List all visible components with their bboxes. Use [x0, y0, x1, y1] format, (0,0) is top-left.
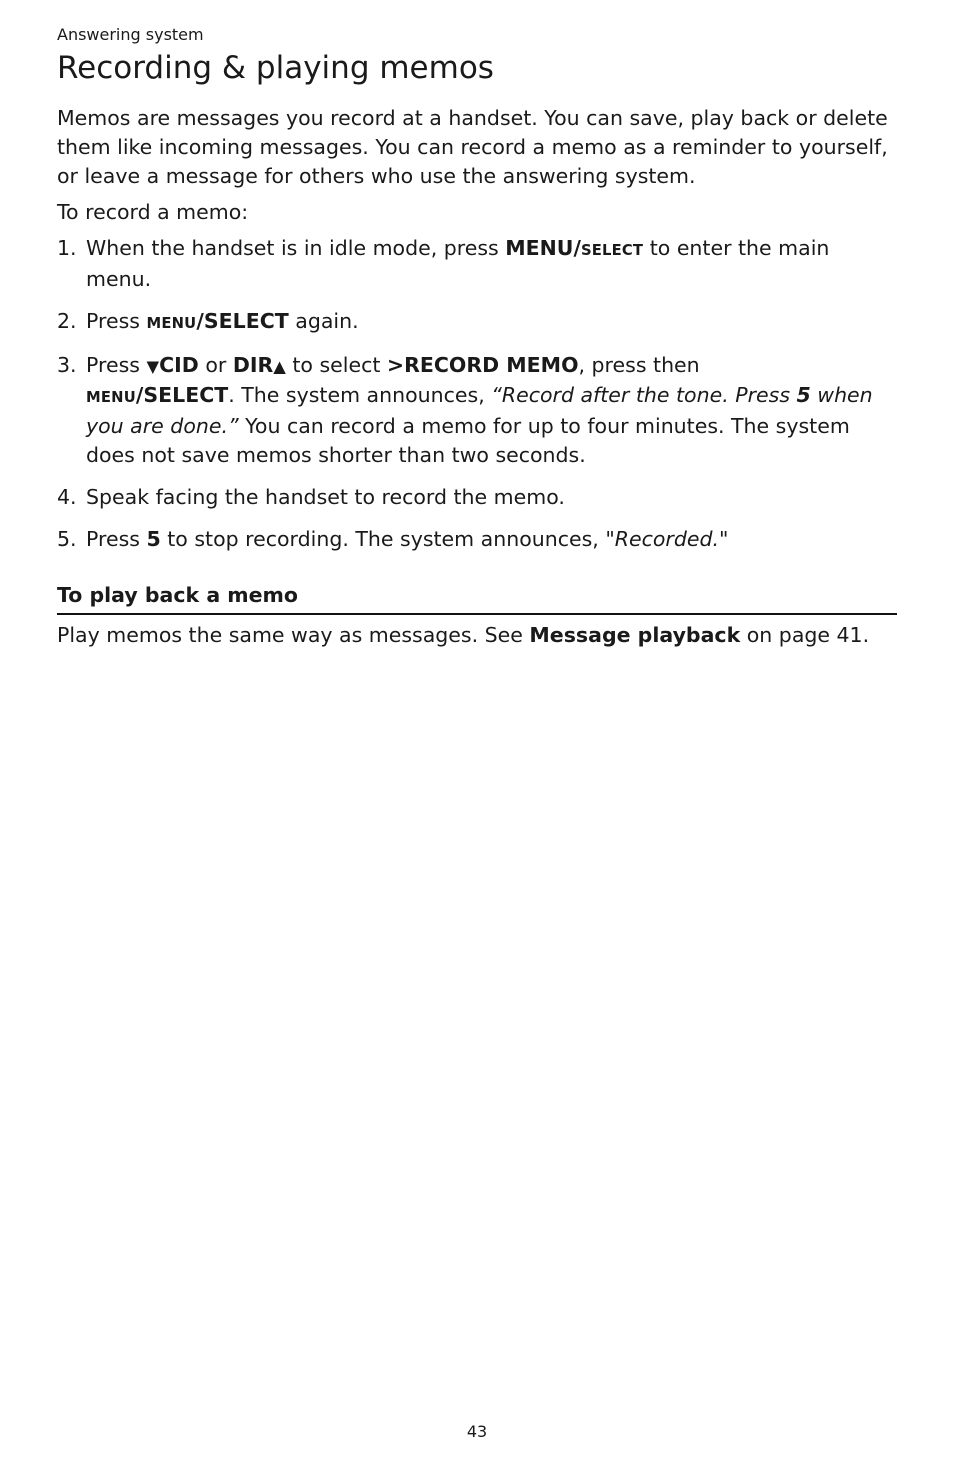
- step-text: again.: [288, 309, 359, 333]
- message-playback-reference: Message playback: [529, 623, 741, 647]
- page-title: Recording & playing memos: [57, 50, 494, 86]
- step-text: . The system announces,: [228, 383, 492, 407]
- step-text: Press: [86, 353, 147, 377]
- select-key-label: /SELECT: [196, 309, 289, 333]
- select-key-label: SELECT: [580, 242, 644, 259]
- cid-key-label: CID: [159, 353, 199, 377]
- step-number: 5.: [57, 527, 77, 551]
- playback-heading: To play back a memo: [57, 581, 897, 615]
- announcement-quote: "Recorded.": [605, 527, 729, 551]
- menu-key-label: MENU: [86, 389, 136, 406]
- up-arrow-icon: ▲: [273, 357, 286, 376]
- section-label: Answering system: [57, 25, 204, 44]
- step-text: Press: [86, 309, 147, 333]
- key-5-label: 5: [796, 383, 811, 407]
- step-2: [57, 307, 897, 338]
- step-text: You can record a memo for up to four minutes. The system does not save memos shorter than two seconds.: [86, 414, 850, 467]
- step-text: Press: [86, 527, 147, 551]
- step-text: Speak facing the handset to record the memo.: [86, 485, 565, 509]
- playback-paragraph: [57, 621, 902, 650]
- step-text: to select: [285, 353, 387, 377]
- key-5-label: 5: [146, 527, 161, 551]
- menu-option-label: >RECORD MEMO: [386, 353, 579, 377]
- intro-paragraph: Memos are messages you record at a handset. You can save, play back or delete them like incoming messages. You can record a memo as a reminder to yourself, or leave a message for others who use the answering system.: [57, 106, 888, 188]
- step-4: [57, 483, 897, 512]
- dir-key-label: DIR: [232, 353, 274, 377]
- step-5: [57, 525, 897, 554]
- menu-key-label: MENU: [146, 315, 197, 332]
- step-3: [57, 351, 897, 470]
- step-text: When the handset is in idle mode, press: [86, 236, 506, 260]
- step-number: 1.: [57, 236, 77, 260]
- page-number: 43: [466, 1422, 488, 1441]
- step-text: , press then: [578, 353, 700, 377]
- main-content: [57, 104, 897, 567]
- playback-text: Play memos the same way as messages. See: [57, 623, 530, 647]
- menu-key-label: MENU/: [505, 236, 581, 260]
- announcement-quote: “Record after the tone. Press: [491, 383, 797, 407]
- steps-list: [57, 234, 897, 554]
- playback-text: on page 41.: [740, 623, 870, 647]
- step-number: 2.: [57, 309, 77, 333]
- step-1: [57, 234, 897, 294]
- step-text: or: [198, 353, 233, 377]
- record-lead: To record a memo:: [57, 200, 249, 224]
- down-arrow-icon: ▼: [146, 357, 160, 376]
- select-key-label: /SELECT: [135, 383, 229, 407]
- announcement-quote: when you are done.”: [86, 383, 873, 438]
- step-number: 4.: [57, 485, 77, 509]
- step-text: to stop recording. The system announces,: [160, 527, 606, 551]
- step-number: 3.: [57, 353, 77, 377]
- step-text: to enter the main menu.: [86, 236, 830, 291]
